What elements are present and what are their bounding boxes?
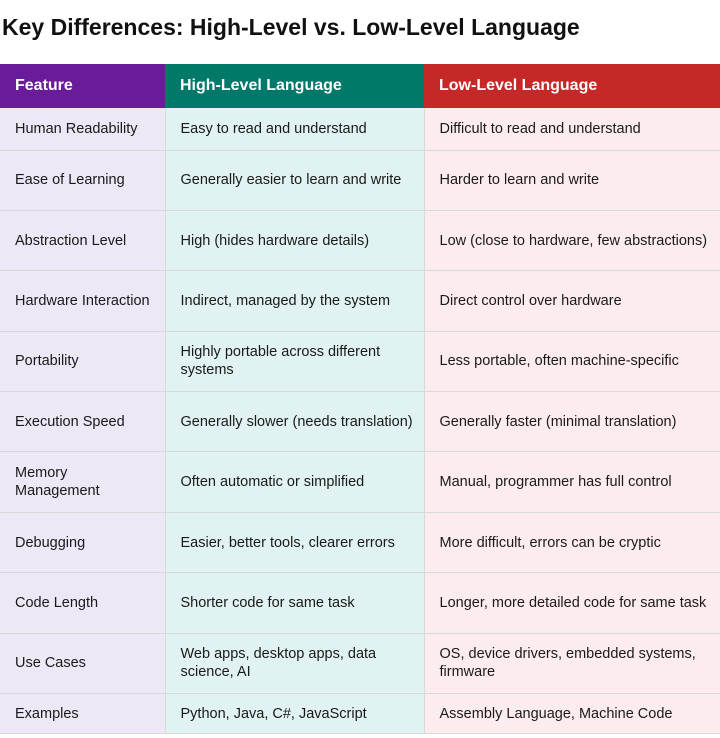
high-level-cell: Easy to read and understand — [165, 108, 424, 150]
table-row — [0, 512, 720, 572]
table-row — [0, 210, 720, 270]
low-level-cell: Direct control over hardware — [424, 271, 720, 331]
header-row — [0, 64, 720, 108]
table-row — [0, 694, 720, 734]
low-level-cell: Less portable, often machine-specific — [424, 331, 720, 391]
high-level-cell: Shorter code for same task — [165, 573, 424, 633]
feature-cell: Portability — [0, 331, 165, 391]
high-level-cell: Generally slower (needs translation) — [165, 392, 424, 452]
high-level-cell: Indirect, managed by the system — [165, 271, 424, 331]
low-level-cell: Harder to learn and write — [424, 150, 720, 210]
page-title: Key Differences: High-Level vs. Low-Level Language — [2, 14, 580, 40]
header-feature: Feature — [0, 64, 165, 108]
low-level-cell: Difficult to read and understand — [424, 108, 720, 150]
low-level-cell: Generally faster (minimal translation) — [424, 392, 720, 452]
high-level-cell: Easier, better tools, clearer errors — [165, 512, 424, 572]
comparison-table — [0, 64, 720, 734]
high-level-cell: Often automatic or simplified — [165, 452, 424, 512]
feature-cell: Human Readability — [0, 108, 165, 150]
table-row — [0, 392, 720, 452]
low-level-cell: Low (close to hardware, few abstractions) — [424, 210, 720, 270]
table-row — [0, 331, 720, 391]
table-row — [0, 150, 720, 210]
header-high-level: High-Level Language — [165, 64, 424, 108]
table-row — [0, 271, 720, 331]
high-level-cell: Web apps, desktop apps, data science, AI — [165, 633, 424, 693]
high-level-cell: Python, Java, C#, JavaScript — [165, 694, 424, 734]
feature-cell: Code Length — [0, 573, 165, 633]
feature-cell: Abstraction Level — [0, 210, 165, 270]
high-level-cell: Generally easier to learn and write — [165, 150, 424, 210]
table-row — [0, 633, 720, 693]
low-level-cell: More difficult, errors can be cryptic — [424, 512, 720, 572]
feature-cell: Execution Speed — [0, 392, 165, 452]
feature-cell: Hardware Interaction — [0, 271, 165, 331]
table-row — [0, 108, 720, 150]
low-level-cell: OS, device drivers, embedded systems, firmware — [424, 633, 720, 693]
feature-cell: Memory Management — [0, 452, 165, 512]
table-row — [0, 452, 720, 512]
low-level-cell: Longer, more detailed code for same task — [424, 573, 720, 633]
header-low-level: Low-Level Language — [424, 64, 720, 108]
table-row — [0, 573, 720, 633]
high-level-cell: High (hides hardware details) — [165, 210, 424, 270]
feature-cell: Examples — [0, 694, 165, 734]
low-level-cell: Assembly Language, Machine Code — [424, 694, 720, 734]
feature-cell: Use Cases — [0, 633, 165, 693]
high-level-cell: Highly portable across different systems — [165, 331, 424, 391]
feature-cell: Debugging — [0, 512, 165, 572]
low-level-cell: Manual, programmer has full control — [424, 452, 720, 512]
feature-cell: Ease of Learning — [0, 150, 165, 210]
